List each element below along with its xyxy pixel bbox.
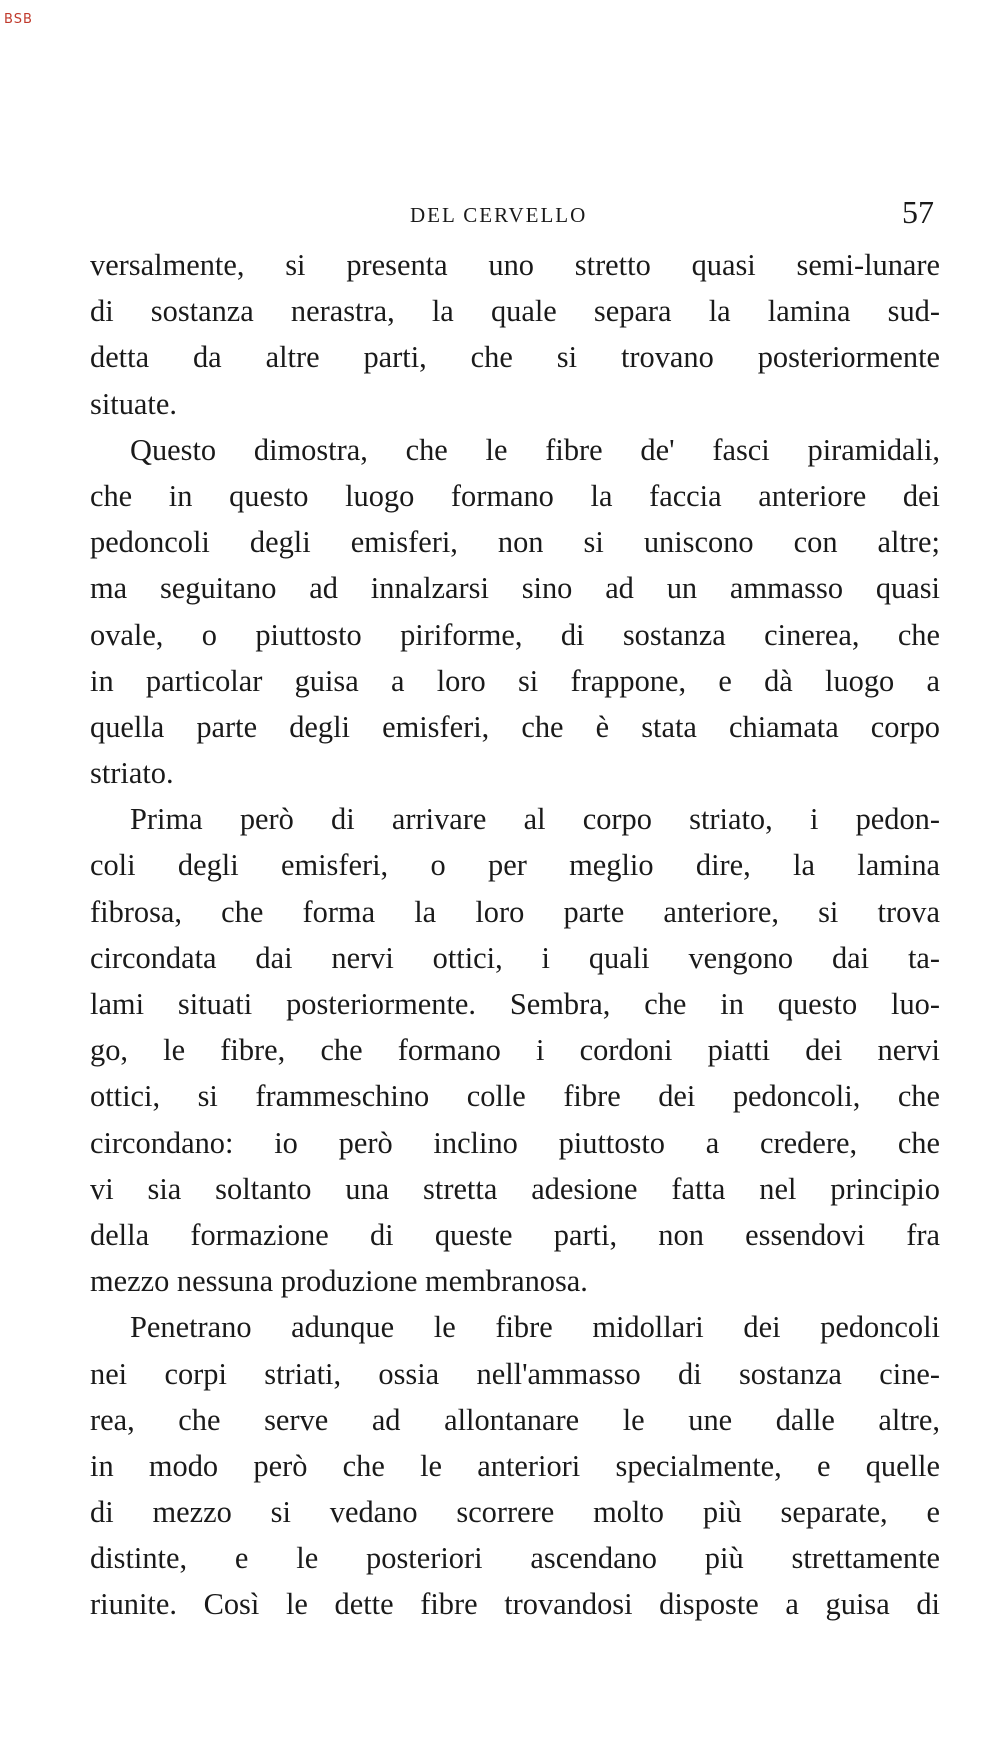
text-line: ma seguitano ad innalzarsi sino ad un ammasso quasi [90, 571, 940, 606]
text-line: nei corpi striati, ossia nell'ammasso di sostanza cine- [90, 1356, 940, 1391]
page-number: 57 [902, 194, 934, 230]
text-line: mezzo nessuna produzione membranosa. [90, 1264, 588, 1299]
text-line: striato. [90, 756, 174, 791]
text-line: riunite. Così le dette fibre trovandosi disposte a guisa di [90, 1587, 940, 1622]
text-line: detta da altre parti, che si trovano posteriormente [90, 340, 940, 375]
text-line: della formazione di queste parti, non essendovi fra [90, 1217, 940, 1252]
text-line: che in questo luogo formano la faccia anteriore dei [90, 478, 940, 513]
text-line: versalmente, si presenta uno stretto quasi semi-lunare [90, 248, 940, 282]
text-line: coli degli emisferi, o per meglio dire, la lamina [90, 848, 940, 883]
text-line: di sostanza nerastra, la quale separa la lamina sud- [90, 294, 940, 329]
text-line: Penetrano adunque le fibre midollari dei pedoncoli [130, 1310, 940, 1345]
text-line: rea, che serve ad allontanare le une dalle altre, [90, 1402, 940, 1437]
text-line: quella parte degli emisferi, che è stata chiamata corpo [90, 709, 940, 744]
text-line: ovale, o piuttosto piriforme, di sostanza cinerea, che [90, 617, 940, 652]
text-line: fibrosa, che forma la loro parte anteriore, si trova [90, 894, 940, 929]
text-line: pedoncoli degli emisferi, non si uniscono con altre; [90, 525, 940, 560]
text-line: go, le fibre, che formano i cordoni piatti dei nervi [90, 1033, 940, 1068]
body-text [90, 242, 940, 1628]
text-line: distinte, e le posteriori ascendano più strettamente [90, 1541, 940, 1576]
text-line: in modo però che le anteriori specialmente, e quelle [90, 1448, 940, 1483]
text-line: Prima però di arrivare al corpo striato, i pedon- [130, 802, 940, 837]
text-line: ottici, si frammeschino colle fibre dei pedoncoli, che [90, 1079, 940, 1114]
text-line: in particolar guisa a loro si frappone, e dà luogo a [90, 663, 940, 698]
text-line: vi sia soltanto una stretta adesione fatta nel principio [90, 1171, 940, 1206]
library-stamp: BSB [4, 12, 33, 27]
text-line: circondano: io però inclino piuttosto a credere, che [90, 1125, 940, 1160]
running-title: DEL CERVELLO [410, 203, 588, 227]
text-line: lami situati posteriormente. Sembra, che in questo luo- [90, 987, 940, 1021]
text-line: Questo dimostra, che le fibre de' fasci piramidali, [130, 432, 940, 467]
text-line: circondata dai nervi ottici, i quali vengono dai ta- [90, 940, 940, 975]
text-line: di mezzo si vedano scorrere molto più separate, e [90, 1495, 940, 1530]
running-head [90, 194, 940, 238]
text-line: situate. [90, 386, 177, 421]
